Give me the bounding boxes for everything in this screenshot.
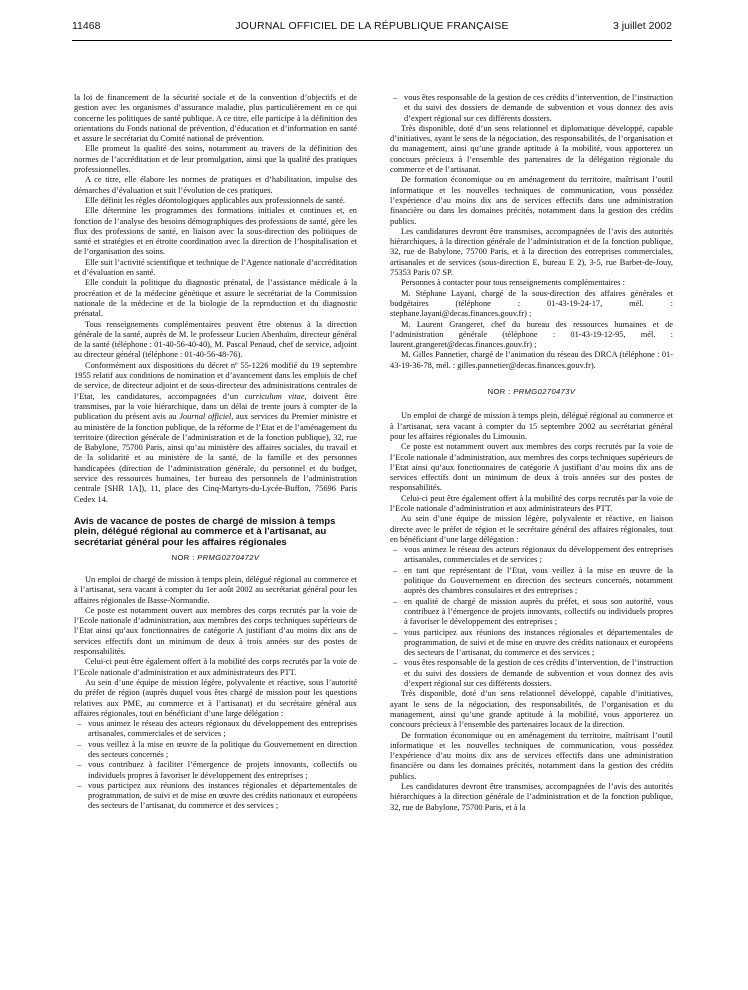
right-column	[390, 93, 673, 813]
list-item: – vous êtes responsable de la gestion de ces crédits d’intervention, de l’instruction et du suivi des dossiers de demande de subvention et vous donnez des avis d’expert régional sur ces différents dossiers.	[390, 93, 673, 124]
paragraph: Les candidatures devront être transmises, accompagnées de l’avis des autorités hiérarchiques, à la direction générale de l’administration et de la fonction publique, 32, rue de Babylone, 75700 Paris, et à la direction des entreprises commerciales, artisanales et de services (sous-direction E, bureau E 2), 3-5, rue Barbet-de-Jouy, 75353 Paris 07 SP.	[390, 226, 673, 278]
bullet-list	[390, 93, 673, 124]
paragraph: Elle détermine les programmes des formations initiales et continues et, en fonction de l’analyse des besoins démographiques des professions de santé, gère les flux des professions de santé, en liaison avec la sous-direction des politiques de santé et stratégies et en étroite coordination avec la direction de l’hospitalisation et de l’organisation des soins.	[74, 206, 357, 257]
issue-date: 3 juillet 2002	[613, 20, 672, 32]
list-item: – vous participez aux réunions des instances régionales et départementales de programmation, de suivi et de mise en œuvre des crédits nationaux et européens des secteurs de l’artisanat, du commerce et des services ;	[390, 628, 673, 659]
text-run: , doivent être transmises, par la voie hiérarchique, dans un délai de trente jours à compter de la publication du présent avis au	[74, 391, 358, 422]
list-item: – vous veillez à la mise en œuvre de la politique du Gouvernement en direction des secteurs concernés ;	[74, 740, 357, 761]
paragraph: Celui-ci peut être également offert à la mobilité des corps recrutés par la voie de l’Ecole nationale d’administration et aux administrateurs des PTT.	[74, 657, 357, 677]
journal-title: JOURNAL OFFICIEL DE LA RÉPUBLIQUE FRANÇAISE	[235, 20, 509, 32]
list-item: – vous êtes responsable de la gestion de ces crédits d’intervention, de l’instruction et du suivi des dossiers de demande de subvention et vous donnez des avis d’expert régional sur ces différents dossiers.	[390, 658, 673, 689]
left-column	[74, 93, 357, 812]
page-number: 11468	[72, 20, 101, 32]
list-item: – vous animez le réseau des acteurs régionaux du développement des entreprises artisanales, commerciales et de services ;	[74, 719, 357, 740]
paragraph: Très disponible, doté d’un sens relationnel et diplomatique développé, capable d’initiatives, ayant le sens de la négociation, des responsabilités, de l’organisation et du management, ainsi qu’une grande aptitude à la mobilité, vous apporterez un concours précieux à l’ensemble des partenaires de la délégation régionale du commerce et de l’artisanat.	[390, 123, 673, 175]
header-rule	[72, 40, 672, 41]
paragraph: Les candidatures devront être transmises, accompagnées de l’avis des autorités hiérarchiques à la direction générale de l’administration et de la fonction publique, 32, rue de Babylone, 75700 Paris, et à la	[390, 782, 673, 812]
paragraph: Ce poste est notamment ouvert aux membres des corps recrutés par la voie de l’Ecole nationale d’administration, aux membres des corps techniques supérieurs de l’Etat ainsi qu’aux fonctionnaires de catégorie A justifiant d’au moins dix ans de services effectifs dont un minimum de deux à trois années sur des postes de responsabilités.	[390, 442, 673, 493]
paragraph: Un emploi de chargé de mission à temps plein, délégué régional au commerce et à l’artisanat, sera vacant à compter du 1er août 2002 au secrétariat général pour les affaires régionales de Basse-Normandie.	[74, 574, 357, 605]
paragraph: Elle suit l’activité scientifique et technique de l’Agence nationale d’accréditation et d’évaluation en santé.	[74, 257, 357, 278]
nor-reference	[74, 553, 357, 563]
list-item: – en tant que représentant de l’Etat, vous veillez à la mise en œuvre de la politique du Gouvernement en direction des secteurs concernés, notamment auprès des chambres consulaires et des entreprises ;	[390, 566, 673, 597]
paragraph: Tous renseignements complémentaires peuvent être obtenus à la direction générale de la santé, auprès de M. le professeur Lucien Abenhaïm, directeur général de la santé (téléphone : 01-40-56-40-40), M. Pascal Penaud, chef de service, adjoint au directeur général (téléphone : 01-40-56-48-76).	[74, 319, 357, 360]
paragraph: De formation économique ou en aménagement du territoire, maîtrisant l’outil informatique et les nouvelles techniques de communication, vous possédez l’expérience d’au moins dix ans de services effectifs dans une administration financière ou dans les domaines précités, notamment dans la gestion des crédits publics.	[390, 730, 673, 781]
paragraph: Au sein d’une équipe de mission légère, polyvalente et réactive, en liaison directe avec le préfet de région et le secrétaire général des affaires régionales, tout en bénéficiant d’une large délégation :	[390, 514, 673, 544]
paragraph: Personnes à contacter pour tous renseignements complémentaires :	[401, 278, 625, 288]
nor-code: PRMG0270472V	[197, 552, 260, 562]
text-run: Conformément aux dispositions du décret nº 55-1226 modifié du 19 septembre 1955 relatif aux conditions de nomination et d’avancement dans les emplois de chef de service, de directeur adjoint et de sous-directeur des administrations centrales de l’Etat, les candidatures, accompagnées d’un	[74, 360, 357, 401]
list-item: – vous participez aux réunions des instances régionales et départementales de programmation, de suivi et de mise en œuvre des crédits nationaux et européens des secteurs de l’artisanat, du commerce et des services ;	[74, 781, 357, 812]
paragraph: Celui-ci peut être également offert à la mobilité des corps recrutés par la voie de l’Ecole nationale d’administration et aux administrateurs des PTT.	[390, 493, 673, 513]
paragraph: A ce titre, elle élabore les normes de pratiques et d’habilitation, impulse des démarches d’évaluation et suit l’évolution de ces pratiques.	[74, 175, 357, 195]
list-item: – en qualité de chargé de mission auprès du préfet, et sous son autorité, vous contribuez à l’émergence de projets innovants, collectifs ou individuels propres à favoriser le développement des entreprises ;	[390, 597, 673, 628]
paragraph: M. Gilles Pannetier, chargé de l’animation du réseau des DRCA (téléphone : 01-43-19-36-78, mél. : gilles.pannetier@decas.finances.gouv.fr).	[390, 350, 673, 370]
paragraph: Au sein d’une équipe de mission légère, polyvalente et réactive, sous l’autorité du préfet de région (auprès duquel vous êtes chargé de mission pour les questions relatives aux PME, au commerce et à l’artisanat) et du secrétaire général aux affaires régionales, tout en bénéficiant d’une large délégation :	[74, 677, 357, 718]
text-run: , aux services du Premier ministre et au ministère de la fonction publique, de la réforme de l’Etat et de l’aménagement du territoire (direction générale de l’administration et de la fonction publique), 32, rue de Babylone, 75700 Paris, ainsi qu’au ministère des affaires sociales, du travail et de la solidarité et au ministère de la santé, de la famille et des personnes handicapées (direction de l’administration générale, du personnel et du budget, service des ressources humaines, 1er bureau des personnels de l’administration centrale [SHR 1A]), 11, place des Cinq-Martyrs-du-Lycée-Buffon, 75696 Paris Cedex 14.	[74, 412, 358, 504]
paragraph: M. Stéphane Layani, chargé de la sous-direction des affaires générales et budgétaires (téléphone : 01-43-19-24-17, mél. : stephane.layani@decas.finances.gouv.fr) ;	[390, 288, 673, 319]
paragraph: la loi de financement de la sécurité sociale et de la convention d’objectifs et de gestion avec les organismes d’assurance maladie, plus particulièrement en ce qui concerne les politiques de santé publique. A ce titre, elle participe à la définition des orientations du Fonds national de prévention, d’éducation et d’information en santé et assure le secrétariat du Comité national de prévention.	[74, 93, 357, 144]
list-item: – vous contribuez à faciliter l’émergence de projets innovants, collectifs ou individuels propres à favoriser le développement des entreprises ;	[74, 760, 357, 781]
nor-label: NOR :	[487, 387, 514, 397]
paragraph: Un emploi de chargé de mission à temps plein, délégué régional au commerce et à l’artisanat, sera vacant à compter du 15 septembre 2002 au secrétariat général pour les affaires régionales du Limousin.	[390, 411, 673, 441]
paragraph: Ce poste est notamment ouvert aux membres des corps recrutés par la voie de l’Ecole nationale d’administration, aux membres des corps techniques supérieurs de l’Etat ainsi qu’aux fonctionnaires de catégorie A justifiant d’au moins dix ans de services effectifs dont un minimum de deux à trois années sur des postes de responsabilités.	[74, 605, 357, 657]
paragraph: De formation économique ou en aménagement du territoire, maîtrisant l’outil informatique et les nouvelles techniques de communication, vous possédez l’expérience d’au moins dix ans de services effectifs dans une administration financière ou dans les domaines précités, notamment dans la gestion des crédits publics.	[390, 175, 673, 226]
italic-term: Journal officiel	[179, 412, 232, 422]
list-item: – vous animez le réseau des acteurs régionaux du développement des entreprises artisanales, commerciales et de services ;	[390, 545, 673, 566]
nor-reference	[390, 387, 673, 397]
paragraph: Elle promeut la qualité des soins, notamment au travers de la définition des normes de l’accréditation et de leur promulgation, ainsi que la qualité des pratiques professionnelles.	[74, 144, 357, 175]
nor-label: NOR :	[171, 552, 198, 562]
paragraph: Elle conduit la politique du diagnostic prénatal, de l’assistance médicale à la procréation et de la médecine génétique et assure le secrétariat de la Commission nationale de la médecine et de la biologie de la reproduction et du diagnostic prénatal.	[74, 278, 357, 319]
nor-code: PRMG0270473V	[513, 387, 576, 397]
paragraph: Très disponible, doté d’un sens relationnel développé, capable d’initiatives, ayant le sens de la négociation, des responsabilités, de l’organisation et du management, ainsi qu’une grande aptitude à la mobilité, vous apporterez un concours précieux à l’ensemble des partenaires locaux de la direction.	[390, 689, 673, 730]
paragraph: Elle définit les règles déontologiques applicables aux professionnels de santé.	[85, 195, 346, 205]
paragraph	[74, 361, 357, 505]
section-title: Avis de vacance de postes de chargé de mission à temps plein, délégué régional au commerce et à l’artisanat, au secrétariat général pour les affaires régionales	[74, 515, 336, 549]
page-header	[72, 20, 672, 36]
bullet-list	[390, 545, 673, 689]
paragraph: M. Laurent Grangeret, chef du bureau des ressources humaines et de l’administration générale (téléphone : 01-43-19-12-95, mél. : laurent.grangeret@decas.finances.gouv.fr) ;	[390, 319, 673, 350]
italic-term: curriculum vitae	[244, 391, 305, 401]
bullet-list	[74, 719, 357, 812]
